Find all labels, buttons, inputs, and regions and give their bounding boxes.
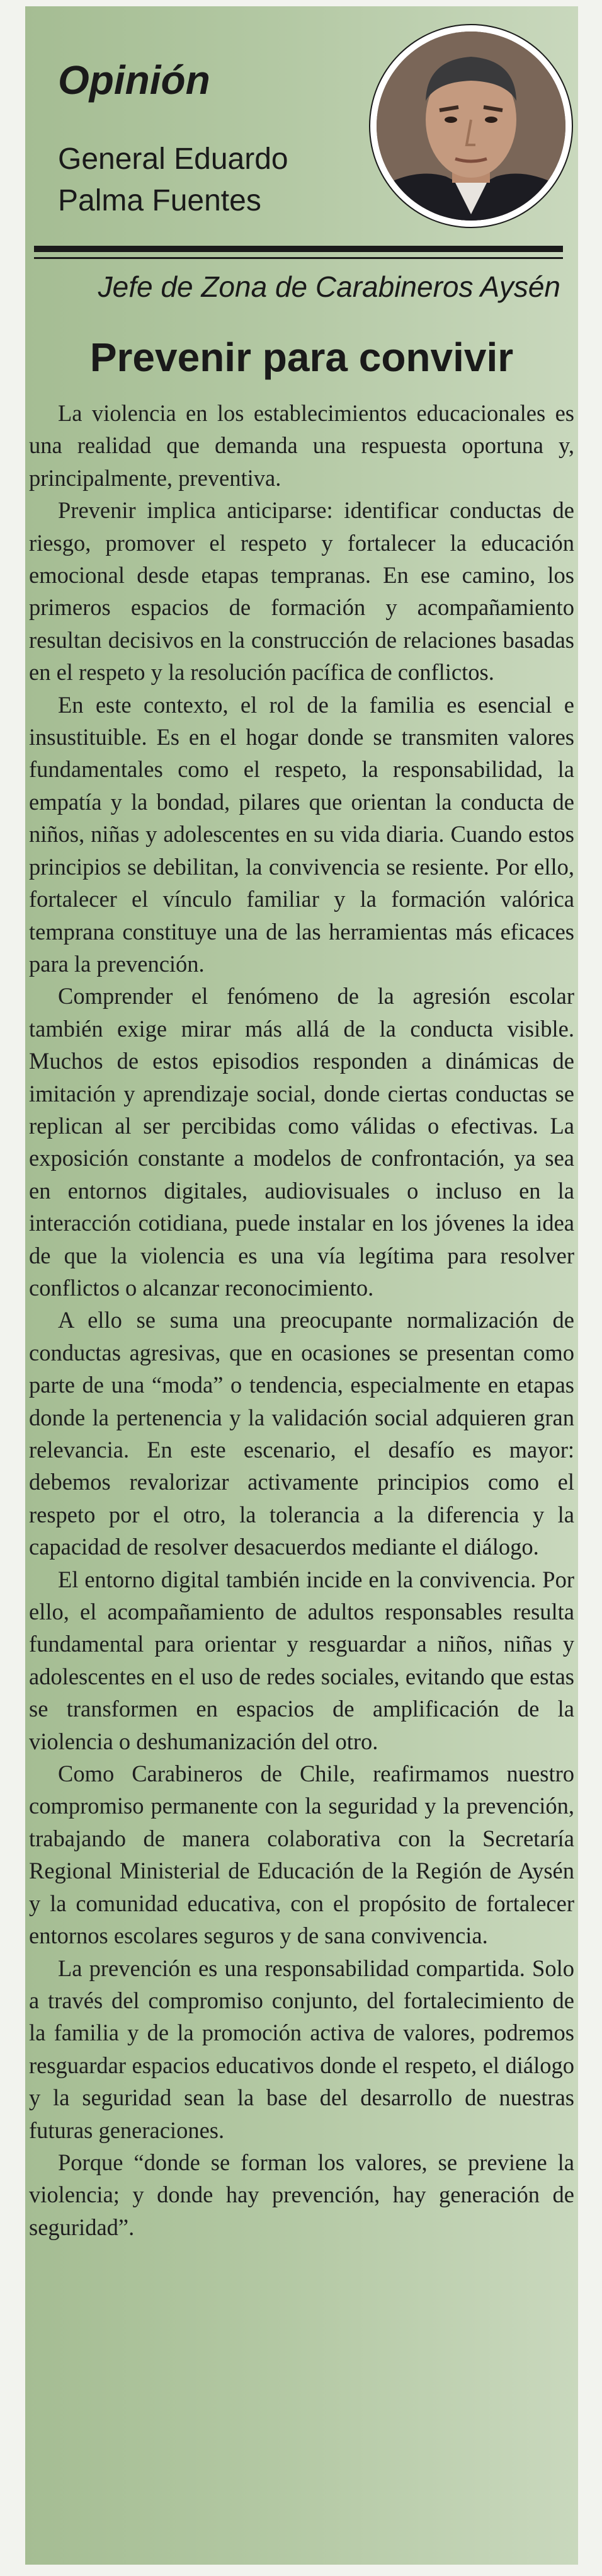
article-paragraph: La prevención es una responsabilidad compartida. Solo a través del compromiso conjunto, del fortalecimiento de la familia y de la promoción activa de valores, podremos resguardar espacios educativos donde el respeto, el diálogo y la seguridad sean la base del desarrollo de nuestras futuras generaciones. xyxy=(29,1955,574,2143)
column-header xyxy=(25,6,578,246)
article-paragraph: A ello se suma una preocupante normalización de conductas agresivas, que en ocasiones se presentan como parte de una “moda” o tendencia, especialmente en etapas donde la pertenencia y la validación social adquieren gran relevancia. En este escenario, el desafío es mayor: debemos revalorizar activamente principios como el respeto por el otro, la tolerancia a la diferencia y la capacidad de resolver desacuerdos mediante el diálogo. xyxy=(29,1307,574,1560)
article-paragraph: El entorno digital también incide en la convivencia. Por ello, el acompañamiento de adultos responsables resulta fundamental para orientar y resguardar a niños, niñas y adolescentes en el uso de redes sociales, evitando que estas se transformen en espacios de amplificación de la violencia o deshumanización del otro. xyxy=(29,1566,574,1754)
author-portrait-image xyxy=(377,32,565,221)
article-paragraph: En este contexto, el rol de la familia es esencial e insustituible. Es en el hogar donde se transmiten valores fundamentales como el respeto, la responsabilidad, la empatía y la bondad, pilares que orientan la conducta de niños, niñas y adolescentes en su vida diaria. Cuando estos principios se debilitan, la convivencia se resiente. Por ello, fortalecer el vínculo familiar y la formación valórica temprana constituye una de las herramientas más eficaces para la prevención. xyxy=(29,691,574,977)
article-paragraph: Como Carabineros de Chile, reafirmamos nuestro compromiso permanente con la seguridad y la prevención, trabajando de manera colaborativa con la Secretaría Regional Ministerial de Educación de la Región de Aysén y la comunidad educativa, con el propósito de fortalecer entornos escolares seguros y de sana convivencia. xyxy=(29,1761,574,1949)
header-rule-thick xyxy=(34,246,563,252)
article-paragraph: Porque “donde se forman los valores, se previene la violencia; y donde hay prevención, hay generación de seguridad”. xyxy=(29,2149,574,2240)
author-photo-frame xyxy=(370,25,572,227)
section-label: Opinión xyxy=(58,57,210,103)
author-role: Jefe de Zona de Carabineros Aysén xyxy=(98,270,560,303)
article-paragraph: Prevenir implica anticiparse: identificar conductas de riesgo, promover el respeto y fortalecer la educación emocional desde etapas tempranas. En ese camino, los primeros espacios de formación y acompañamiento resultan decisivos en la construcción de relaciones basadas en el respeto y la resolución pacífica de conflictos. xyxy=(29,497,574,686)
article-body xyxy=(29,397,574,2243)
author-photo xyxy=(377,32,565,221)
header-rule-thin xyxy=(34,257,563,259)
article-title: Prevenir para convivir xyxy=(89,335,514,380)
article-paragraph: Comprender el fenómeno de la agresión escolar también exige mirar más allá de la conducta visible. Muchos de estos episodios responden a dinámicas de imitación y aprendizaje social, donde ciertas conductas se replican al ser percibidas como válidas o efectivas. La exposición constante a modelos de confrontación, ya sea en entornos digitales, audiovisuales o incluso en la interacción cotidiana, puede instalar en los jóvenes la idea de que la violencia es una vía legítima para resolver conflictos o alcanzar reconocimiento. xyxy=(29,983,574,1301)
author-name: General Eduardo Palma Fuentes xyxy=(58,142,288,217)
article-paragraph: La violencia en los establecimientos educacionales es una realidad que demanda una respuesta oportuna y, principalmente, preventiva. xyxy=(29,400,574,491)
opinion-column xyxy=(25,6,578,2565)
